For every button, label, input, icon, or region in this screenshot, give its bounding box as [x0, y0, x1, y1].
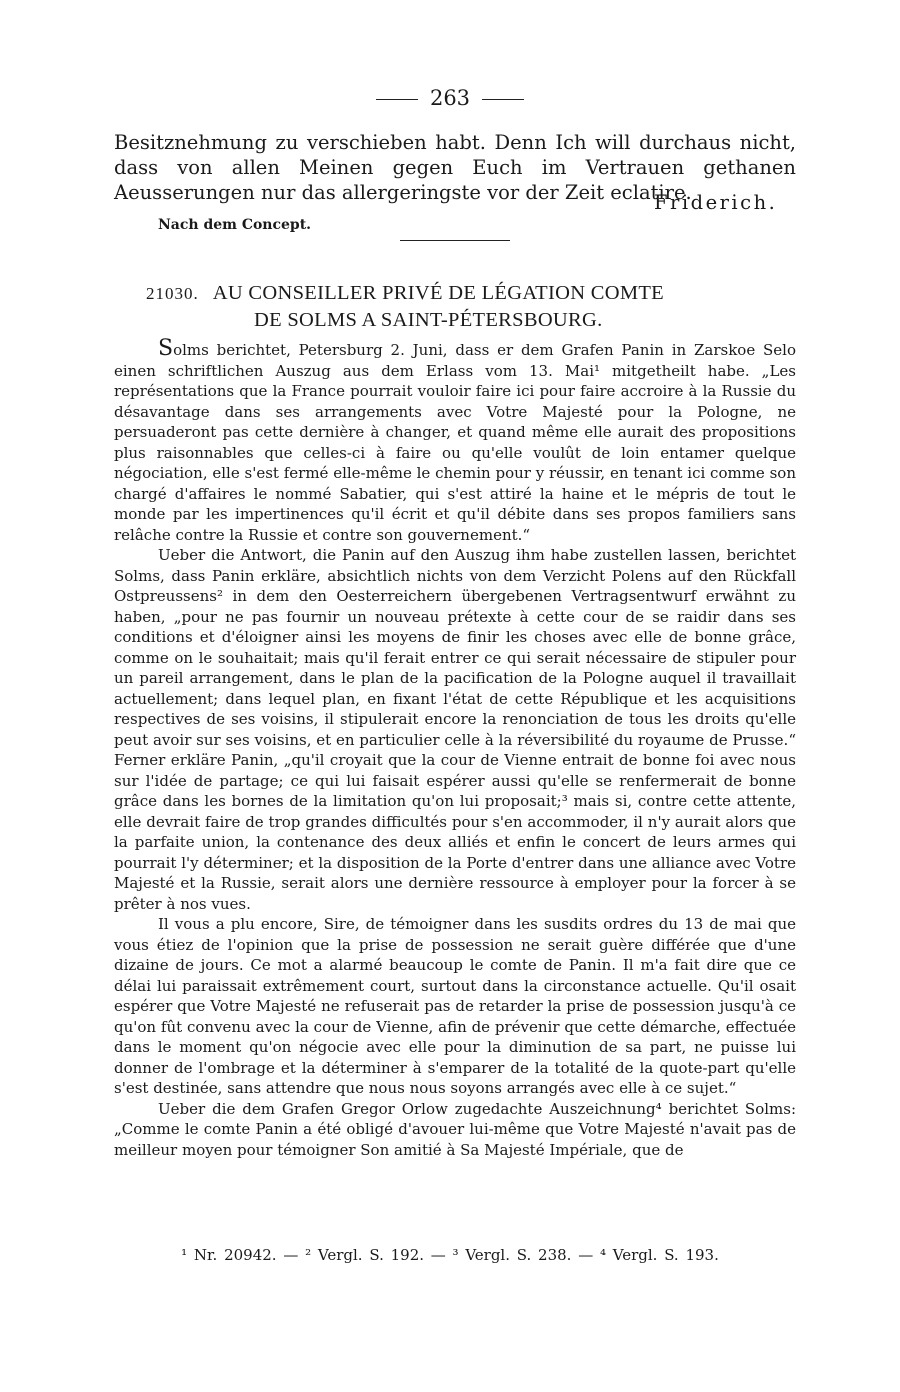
right-dash [482, 99, 524, 100]
paragraph [114, 1099, 796, 1161]
paragraph [114, 336, 796, 545]
document-title-line1: AU CONSEILLER PRIVÉ DE LÉGATION COMTE [212, 282, 664, 304]
paragraph-text: olms berichtet, Petersburg 2. Juni, dass er dem Grafen Panin in Zarskoe Selo einen schriftlichen Auszug aus dem Erlass vom 13. Mai¹ mitgetheilt habe. „Les représentations que la France pourrait vouloir faire ici pour faire accroire à la Russie du désavantage dans ses arrangements avec Votre Majesté pour la Pologne, ne persuaderont pas cette dernière à changer, et quand même elle aurait des propositions plus raisonnables que celles-ci à faire ou qu'elle voulût de loin entamer quelque négociation, elle s'est fermé elle-même le chemin pour y réussir, en tenant ici comme son chargé d'affaires le nommé Sabatier, qui s'est attiré la haine et le mépris de tout le monde par les impertinences qu'il écrit et qu'il débite dans ses propos familiers sans relâche contre la Russie et contre son gouvernement.“ [114, 341, 796, 544]
paragraph-text: Ueber die Antwort, die Panin auf den Auszug ihm habe zustellen lassen, berichtet Solms, dass Panin erkläre, absichtlich nichts von dem Verzicht Polens auf den Rückfall Ostpreussens² in dem den Oesterreichern übergebenen Vertragsentwurf erwähnt zu haben, „pour ne pas fournir un nouveau prétexte à cette cour de se raidir dans ses conditions et d'éloigner ainsi les moyens de finir les choses avec elle de bonne grâce, comme on le souhaitait; mais qu'il ferait entrer ce qui serait nécessaire de stipuler pour un pareil arrangement, dans le plan de la pacification de la Pologne auquel il travaillait actuellement; dans lequel plan, en fixant l'état de cette République et les acquisitions respectives de ses voisins, il stipulerait encore la renonciation de tous les droits qu'elle peut avoir sur ses voisins, et en particulier celle à la réversibilité du royaume de Prusse.“ Ferner erkläre Panin, „qu'il croyait que la cour de Vienne entrait de bonne foi avec nous sur l'idée de partage; ce qui lui faisait espérer aussi qu'elle se renfermerait de bonne grâce dans les bornes de la limitation qu'on lui proposait;³ mais si, contre cette attente, elle devrait faire de trop grandes difficultés pour s'en accommoder, il n'y aurait alors que la parfaite union, la contenance des deux alliés et enfin le concert de leurs armes qui pourrait l'y déterminer; et la disposition de la Porte d'entrer dans une alliance avec Votre Majesté et la Russie, serait alors une dernière ressource à employer pour la forcer à se prêter à nos vues. [114, 546, 796, 913]
section-separator [400, 240, 510, 241]
paragraph-text: Il vous a plu encore, Sire, de témoigner dans les susdits ordres du 13 de mai que vous étiez de l'opinion que la prise de possession ne serait guère différée que d'une dizaine de jours. Ce mot a alarmé beaucoup le comte de Panin. Il m'a fait dire que ce délai lui paraissait extrêmement court, surtout dans la circonstance actuelle. Qu'il osait espérer que Votre Majesté ne refuserait pas de retarder la prise de possession jusqu'à ce qu'on fût convenu avec la cour de Vienne, afin de prévenir que cette démarche, effectuée dans le moment qu'on négocie avec elle pour la diminution de sa part, ne puisse lui donner de l'ombrage et la déterminer à s'emparer de la totalité de la quote-part qu'elle s'est destinée, sans attendre que nous nous soyons arrangés avec elle à ce sujet.“ [114, 915, 796, 1097]
document-heading [146, 280, 786, 333]
document-title-line2: DE SOLMS A SAINT-PÉTERSBOURG. [254, 309, 603, 331]
document-body [114, 336, 796, 1160]
left-dash [376, 99, 418, 100]
document-number: 21030. [146, 284, 199, 303]
initial-letter: S [158, 336, 174, 361]
page-number-header [0, 86, 900, 110]
paragraph-text: Ueber die dem Grafen Gregor Orlow zugedachte Auszeichnung⁴ berichtet Solms: „Comme le comte Panin a été obligé d'avouer lui-même que Votre Majesté n'avait pas de meilleur moyen pour témoigner Son amitié à Sa Majesté Impériale, que de [114, 1099, 796, 1159]
signature: Friderich. [654, 191, 778, 214]
source-note: Nach dem Concept. [158, 217, 312, 233]
footnotes: ¹ Nr. 20942. — ² Vergl. S. 192. — ³ Vergl. S. 238. — ⁴ Vergl. S. 193. [181, 1246, 719, 1264]
paragraph [114, 914, 796, 1099]
paragraph [114, 545, 796, 914]
page-number: 263 [429, 86, 471, 110]
continuation-text: Besitznehmung zu verschieben habt. Denn Ich will durchaus nicht, dass von allen Meinen gegen Euch im Vertrauen gethanen Aeusserungen nur das allergeringste vor der Zeit eclatire. [114, 131, 796, 204]
